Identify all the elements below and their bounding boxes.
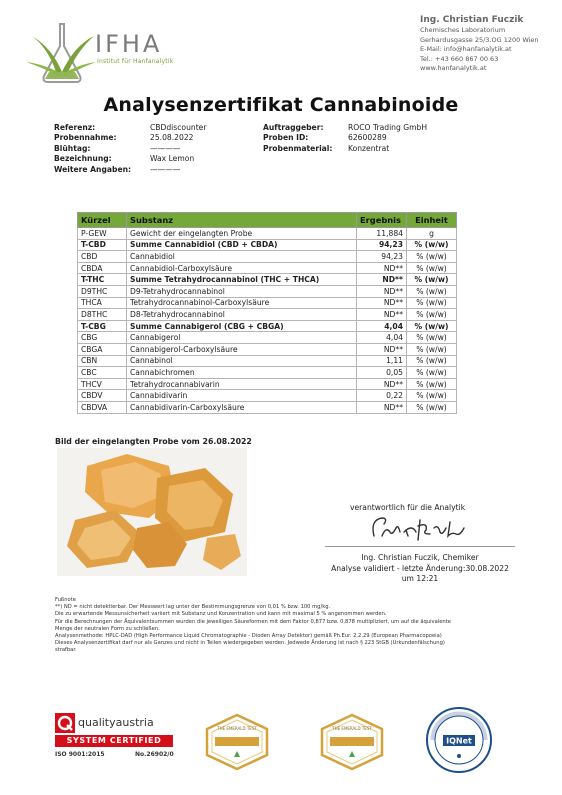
cell-substance: Cannabigerol-Carboxylsäure xyxy=(127,343,357,355)
lab-website: www.hanfanalytik.at xyxy=(420,64,487,73)
cell-result: ND** xyxy=(357,285,407,297)
cell-result: ND** xyxy=(357,262,407,274)
cell-code: CBD xyxy=(78,251,127,263)
cell-code: CBDVA xyxy=(78,401,127,413)
cell-unit: % (w/w) xyxy=(407,401,457,413)
footnote-line: **) ND = nicht detektierbar. Der Messwert lag unter der Bestimmungsgrenze von 0,01 % bzw. 100 mg/kg. xyxy=(55,604,331,611)
cell-substance: Cannabichromen xyxy=(127,367,357,379)
document-title: Analysenzertifikat Cannabinoide xyxy=(103,94,459,116)
cell-result: 1,11 xyxy=(357,355,407,367)
results-body xyxy=(78,228,457,414)
cell-code: T-THC xyxy=(78,274,127,286)
info-left-values xyxy=(150,123,206,175)
info-value: 25.08.2022 xyxy=(150,133,194,143)
lab-line: Chemisches Laboratorium xyxy=(420,26,506,34)
cell-result: ND** xyxy=(357,274,407,286)
table-row xyxy=(78,355,457,367)
table-row xyxy=(78,309,457,321)
cell-code: CBG xyxy=(78,332,127,344)
info-value: 62600289 xyxy=(348,133,387,143)
validation-time: um 12:21 xyxy=(401,574,439,584)
cell-result: 94,23 xyxy=(357,251,407,263)
cell-substance: Tetrahydrocannabivarin xyxy=(127,378,357,390)
cell-unit: % (w/w) xyxy=(407,343,457,355)
lab-email: E-Mail: info@hanfanalytik.at xyxy=(420,45,512,54)
cell-substance: Cannabidiol-Carboxylsäure xyxy=(127,262,357,274)
info-label: Weitere Angaben: xyxy=(54,164,132,174)
cell-unit: % (w/w) xyxy=(407,309,457,321)
info-label: Referenz: xyxy=(54,123,96,132)
system-certified-banner: SYSTEM CERTIFIED xyxy=(55,735,173,747)
table-row xyxy=(78,274,457,286)
footnote-line: Menge der neutralen Form zu schließen. xyxy=(55,625,160,632)
cell-result: ND** xyxy=(357,378,407,390)
cell-substance: Cannabinol xyxy=(127,355,357,367)
cell-code: CBDV xyxy=(78,390,127,402)
info-label: Bezeichnung: xyxy=(54,154,112,164)
info-value: Konzentrat xyxy=(348,143,390,153)
table-row xyxy=(78,320,457,332)
footnote xyxy=(55,597,515,655)
footnote-title: Fußnote xyxy=(55,597,76,603)
cell-unit: % (w/w) xyxy=(407,239,457,251)
cell-unit: g xyxy=(407,228,457,240)
cell-substance: Cannabidiol xyxy=(127,251,357,263)
info-label: Proben ID: xyxy=(263,133,309,143)
logo-tagline: Institut für Hanfanalytik xyxy=(97,58,174,65)
table-row xyxy=(78,390,457,402)
cell-code: CBGA xyxy=(78,343,127,355)
lab-name: Ing. Christian Fuczik xyxy=(420,15,524,25)
signer-name: Ing. Christian Fuczik, Chemiker xyxy=(361,553,479,562)
info-value: Wax Lemon xyxy=(150,154,195,164)
validation-line: Analyse validiert - letzte Änderung:30.08.2022 xyxy=(331,563,509,573)
lab-line: Gerhardusgasse 25/3.OG 1200 Wien xyxy=(420,35,539,44)
svg-text:IQNet: IQNet xyxy=(446,736,472,746)
table-row xyxy=(78,332,457,344)
cell-unit: % (w/w) xyxy=(407,355,457,367)
cell-result: 0,22 xyxy=(357,390,407,402)
info-value: ———— xyxy=(150,143,181,153)
cell-substance: D8-Tetrahydrocannabinol xyxy=(127,309,357,321)
column-header-code: Kürzel xyxy=(78,213,127,228)
cell-unit: % (w/w) xyxy=(407,390,457,402)
svg-text:THE EMERALD TEST: THE EMERALD TEST xyxy=(217,726,257,731)
cell-unit: % (w/w) xyxy=(407,274,457,286)
footnote-line: strafbar. xyxy=(55,647,77,654)
responsible-label: verantwortlich für die Analytik xyxy=(350,503,466,512)
cell-substance: Cannabidivarin xyxy=(127,390,357,402)
quality-austria-q-icon xyxy=(55,713,75,733)
info-label: Auftraggeber: xyxy=(263,123,324,132)
svg-text:THE EMERALD TEST: THE EMERALD TEST xyxy=(332,726,372,731)
cell-result: ND** xyxy=(357,401,407,413)
cell-code: CBDA xyxy=(78,262,127,274)
cell-code: D9THC xyxy=(78,285,127,297)
column-header-unit: Einheit xyxy=(407,213,457,228)
table-row xyxy=(78,251,457,263)
cell-substance: D9-Tetrahydrocannabinol xyxy=(127,285,357,297)
cell-substance: Gewicht der eingelangten Probe xyxy=(127,228,357,240)
info-label: Blühtag: xyxy=(54,143,91,153)
cell-code: P-GEW xyxy=(78,228,127,240)
logo-text: IFHA xyxy=(95,30,163,58)
photo-caption: Bild der eingelangten Probe vom 26.08.2022 xyxy=(55,437,252,446)
cell-result: ND** xyxy=(357,343,407,355)
cell-unit: % (w/w) xyxy=(407,251,457,263)
cell-substance: Summe Cannabidiol (CBD + CBDA) xyxy=(127,239,357,251)
info-label: Probennahme: xyxy=(54,133,117,143)
table-row xyxy=(78,378,457,390)
footnote-line: Analysenmethode: HPLC-DAD (High Performance Liquid Chromatographie - Dioden Array Detektor) gemäß Ph.Eur. 2.2.29 (European Pharmacopoeia) xyxy=(55,633,442,640)
cell-substance: Summe Tetrahydrocannabinol (THC + THCA) xyxy=(127,274,357,286)
footnote-line: Dieses Analysenzertifikat darf nur als Ganzes und nicht in Teilen wiedergegeben werden. Jedwede Änderung ist nach § 223 StGB (Urkundenfälschung) xyxy=(55,640,445,647)
quality-austria-brand: qualityaustria xyxy=(78,716,154,729)
table-row xyxy=(78,239,457,251)
table-header-row xyxy=(78,213,457,228)
cell-unit: % (w/w) xyxy=(407,332,457,344)
info-value: ROCO Trading GmbH xyxy=(348,123,428,132)
info-right-values xyxy=(348,123,427,154)
cell-unit: % (w/w) xyxy=(407,320,457,332)
cell-substance: Cannabigerol xyxy=(127,332,357,344)
cell-substance: Tetrahydrocannabinol-Carboxylsäure xyxy=(127,297,357,309)
table-row xyxy=(78,343,457,355)
iqnet-certified-icon xyxy=(425,706,493,774)
cell-result: 4,04 xyxy=(357,320,407,332)
cell-code: THCA xyxy=(78,297,127,309)
info-right-labels xyxy=(263,123,332,154)
cell-result: ND** xyxy=(357,297,407,309)
cell-substance: Summe Cannabigerol (CBG + CBGA) xyxy=(127,320,357,332)
emerald-test-badge-icon xyxy=(203,713,271,771)
cell-unit: % (w/w) xyxy=(407,262,457,274)
table-row xyxy=(78,367,457,379)
table-row xyxy=(78,297,457,309)
info-label: Probenmaterial: xyxy=(263,143,333,153)
column-header-result: Ergebnis xyxy=(357,213,407,228)
table-row xyxy=(78,262,457,274)
cell-result: ND** xyxy=(357,309,407,321)
certificate-number: No.26902/0 xyxy=(135,751,174,758)
cell-result: 4,04 xyxy=(357,332,407,344)
table-row xyxy=(78,285,457,297)
cell-code: THCV xyxy=(78,378,127,390)
cell-unit: % (w/w) xyxy=(407,285,457,297)
info-value: CBDdiscounter xyxy=(150,123,207,132)
cell-code: T-CBG xyxy=(78,320,127,332)
info-value: ———— xyxy=(150,164,181,174)
cell-result: 11,884 xyxy=(357,228,407,240)
table-row xyxy=(78,228,457,240)
footnote-line: Für die Berechnungen der Äquivalentsummen wurden die jeweiligen Säureformen mit dem Faktor 0,877 bzw. 0,878 multipliziert, um auf die äquivalente xyxy=(55,618,451,625)
info-left-labels xyxy=(54,123,131,175)
emerald-test-badge-icon xyxy=(318,713,386,771)
results-table xyxy=(77,212,457,414)
cell-code: CBN xyxy=(78,355,127,367)
signer-block xyxy=(325,553,515,585)
table-row xyxy=(78,401,457,413)
cell-code: D8THC xyxy=(78,309,127,321)
signature-line xyxy=(325,546,515,547)
sample-photo xyxy=(57,448,247,576)
lab-phone: Tel.: +43 660 867 00 63 xyxy=(420,54,499,63)
cell-unit: % (w/w) xyxy=(407,297,457,309)
cell-result: 0,05 xyxy=(357,367,407,379)
iso-label: ISO 9001:2015 xyxy=(55,751,105,758)
cell-substance: Cannabidivarin-Carboxylsäure xyxy=(127,401,357,413)
signature-icon xyxy=(368,510,468,546)
lab-address-block xyxy=(420,14,560,74)
footnote-line: Die zu erwartende Messunsicherheit variiert mit Substanz und Konzentration und kann mit maximal 5 % angenommen werden. xyxy=(55,611,387,618)
cell-result: 94,23 xyxy=(357,239,407,251)
column-header-substance: Substanz xyxy=(127,213,357,228)
cell-unit: % (w/w) xyxy=(407,378,457,390)
cell-code: CBC xyxy=(78,367,127,379)
cell-code: T-CBD xyxy=(78,239,127,251)
cell-unit: % (w/w) xyxy=(407,367,457,379)
